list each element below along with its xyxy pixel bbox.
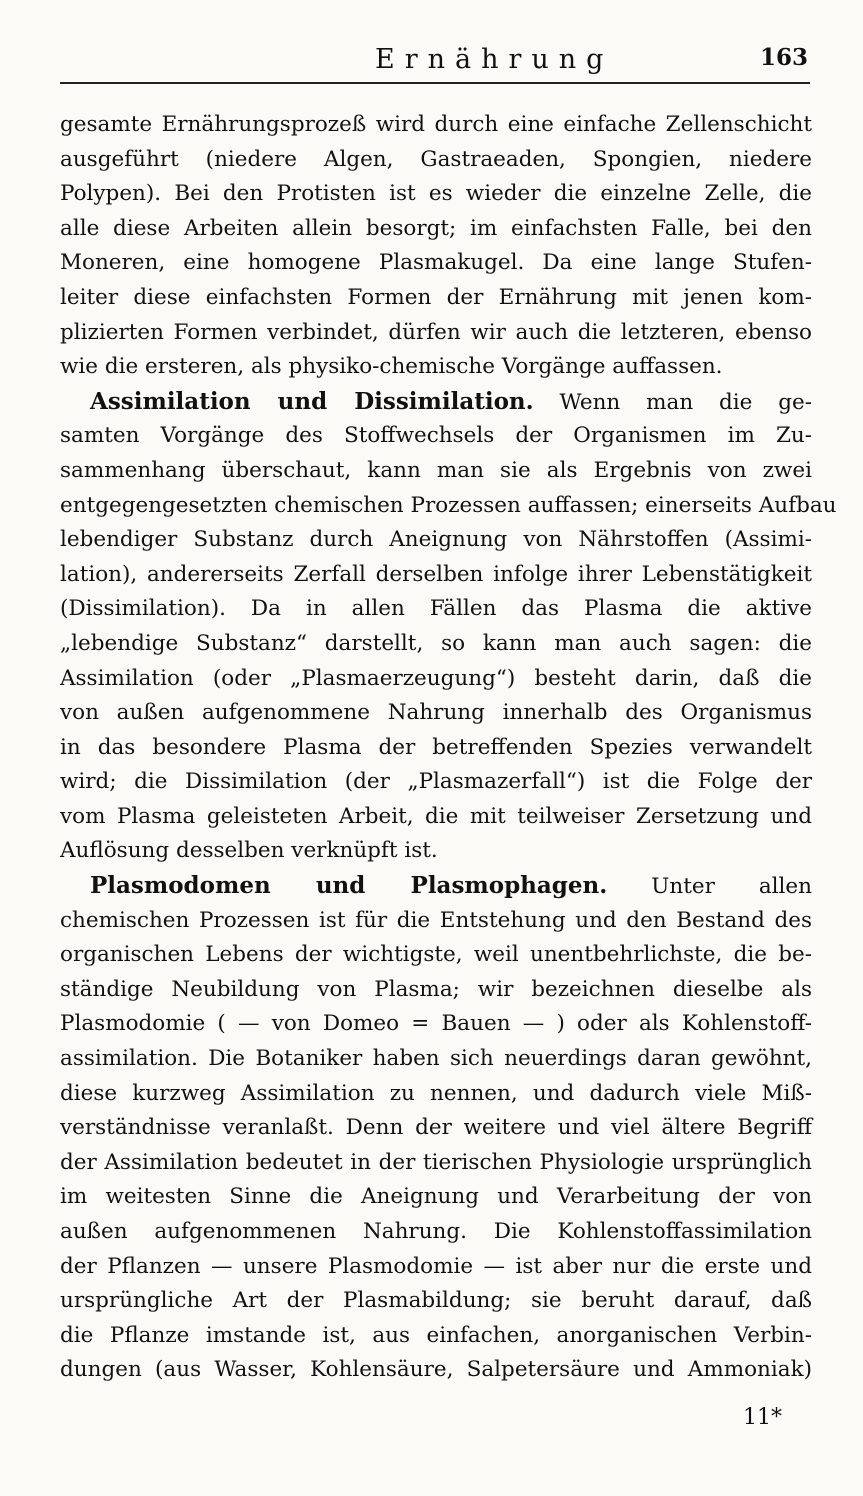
- line-text: von außen aufgenommene Nahrung innerhalb des Organismus: [60, 700, 812, 726]
- text-line: [60, 523, 812, 558]
- text-line: [60, 800, 812, 835]
- line-text: lation), andererseits Zerfall derselben infolge ihrer Lebenstätigkeit: [60, 561, 812, 587]
- line-text: chemischen Prozessen ist für die Entstehung und den Bestand des: [60, 907, 812, 933]
- text-line: [60, 938, 812, 973]
- text-line: [60, 627, 812, 662]
- line-text: entgegengesetzten chemischen Prozessen auffassen; einerseits Aufbau: [60, 492, 837, 518]
- line-text: lebendiger Substanz durch Aneignung von Nährstoffen (Assimi-: [60, 527, 812, 553]
- text-line: [60, 1077, 812, 1112]
- line-text: (Dissimilation). Da in allen Fällen das Plasma die aktive: [60, 596, 812, 622]
- running-title: Ernährung: [375, 44, 614, 75]
- text-line: [60, 281, 812, 316]
- text-line: [60, 869, 812, 904]
- text-line: [60, 1146, 812, 1181]
- line-text: Polypen). Bei den Protisten ist es wieder die einzelne Zelle, die: [60, 181, 812, 207]
- text-line: [60, 316, 812, 351]
- line-text: in das besondere Plasma der betreffenden Spezies verwandelt: [60, 734, 812, 760]
- text-line: [60, 350, 812, 385]
- section-heading: Plasmodomen und Plasmophagen.: [90, 872, 608, 900]
- text-line: [60, 108, 812, 143]
- text-line: [60, 143, 812, 178]
- page-number: 163: [759, 44, 808, 71]
- line-text: ständige Neubildung von Plasma; wir bezeichnen dieselbe als: [60, 976, 812, 1002]
- line-text: Moneren, eine homogene Plasmakugel. Da eine lange Stufen-: [60, 250, 812, 276]
- signature-mark: 11*: [743, 1405, 782, 1430]
- text-line: [60, 212, 812, 247]
- line-text: im weitesten Sinne die Aneignung und Verarbeitung der von: [60, 1184, 812, 1210]
- page-header: [60, 40, 810, 84]
- line-text: „lebendige Substanz“ darstellt, so kann man auch sagen: die: [60, 630, 812, 656]
- text-line: [60, 558, 812, 593]
- line-text: Plasmodomie ( — von Domeo = Bauen — ) oder als Kohlenstoff-: [60, 1011, 812, 1037]
- line-text: sammenhang überschaut, kann man sie als Ergebnis von zwei: [60, 457, 812, 483]
- text-line: [60, 765, 812, 800]
- text-line: [60, 1111, 812, 1146]
- line-text: ursprüngliche Art der Plasmabildung; sie beruht darauf, daß: [60, 1288, 812, 1314]
- line-text: ausgeführt (niedere Algen, Gastraeaden, Spongien, niedere: [60, 146, 812, 172]
- text-line: [60, 973, 812, 1008]
- line-text: diese kurzweg Assimilation zu nennen, und dadurch viele Miß-: [60, 1080, 812, 1106]
- text-line: [60, 731, 812, 766]
- text-line: [60, 662, 812, 697]
- line-text: der Assimilation bedeutet in der tierischen Physiologie ursprünglich: [60, 1149, 812, 1175]
- text-line: [60, 1284, 812, 1319]
- text-line: [60, 1042, 812, 1077]
- line-text: plizierten Formen verbindet, dürfen wir auch die letzteren, ebenso: [60, 319, 812, 345]
- text-line: [60, 454, 812, 489]
- text-line: [60, 419, 812, 454]
- line-text: Auflösung desselben verknüpft ist.: [60, 838, 438, 864]
- line-text: dungen (aus Wasser, Kohlensäure, Salpetersäure und Ammoniak): [60, 1357, 812, 1383]
- line-text: organischen Lebens der wichtigste, weil unentbehrlichste, die be-: [60, 942, 812, 968]
- line-text: wird; die Dissimilation (der „Plasmazerfall“) ist die Folge der: [60, 769, 812, 795]
- text-line: [60, 246, 812, 281]
- line-text: Assimilation (oder „Plasmaerzeugung“) besteht darin, daß die: [60, 665, 812, 691]
- text-line: [60, 1319, 812, 1354]
- line-text: der Pflanzen — unsere Plasmodomie — ist aber nur die erste und: [60, 1253, 812, 1279]
- line-text: wie die ersteren, als physiko-chemische Vorgänge auffassen.: [60, 354, 723, 380]
- text-line: [60, 489, 837, 524]
- body-text: [60, 108, 837, 1388]
- text-line: [60, 385, 812, 420]
- line-text: assimilation. Die Botaniker haben sich neuerdings daran gewöhnt,: [60, 1046, 812, 1072]
- line-text: vom Plasma geleisteten Arbeit, die mit teilweiser Zersetzung und: [60, 803, 812, 829]
- text-line: [60, 696, 812, 731]
- text-line: [60, 904, 812, 939]
- line-text: gesamte Ernährungsprozeß wird durch eine einfache Zellenschicht: [60, 112, 812, 137]
- text-line: [60, 1180, 812, 1215]
- text-line: [60, 1215, 812, 1250]
- text-line: [60, 592, 812, 627]
- line-text: Unter allen: [651, 874, 812, 900]
- line-text: die Pflanze imstande ist, aus einfachen, anorganischen Verbin-: [60, 1322, 812, 1348]
- text-line: [60, 1353, 812, 1388]
- text-line: [60, 1250, 812, 1285]
- line-text: verständnisse veranlaßt. Denn der weitere und viel ältere Begriff: [60, 1115, 812, 1141]
- line-text: Wenn man die ge-: [559, 389, 812, 415]
- line-text: leiter diese einfachsten Formen der Ernährung mit jenen kom-: [60, 284, 812, 310]
- line-text: außen aufgenommenen Nahrung. Die Kohlenstoffassimilation: [60, 1219, 812, 1244]
- line-text: samten Vorgänge des Stoffwechsels der Organismen im Zu-: [60, 423, 812, 449]
- line-text: alle diese Arbeiten allein besorgt; im einfachsten Falle, bei den: [60, 215, 812, 241]
- section-heading: Assimilation und Dissimilation.: [90, 387, 534, 415]
- text-line: [60, 834, 812, 869]
- text-line: [60, 1007, 812, 1042]
- text-line: [60, 177, 812, 212]
